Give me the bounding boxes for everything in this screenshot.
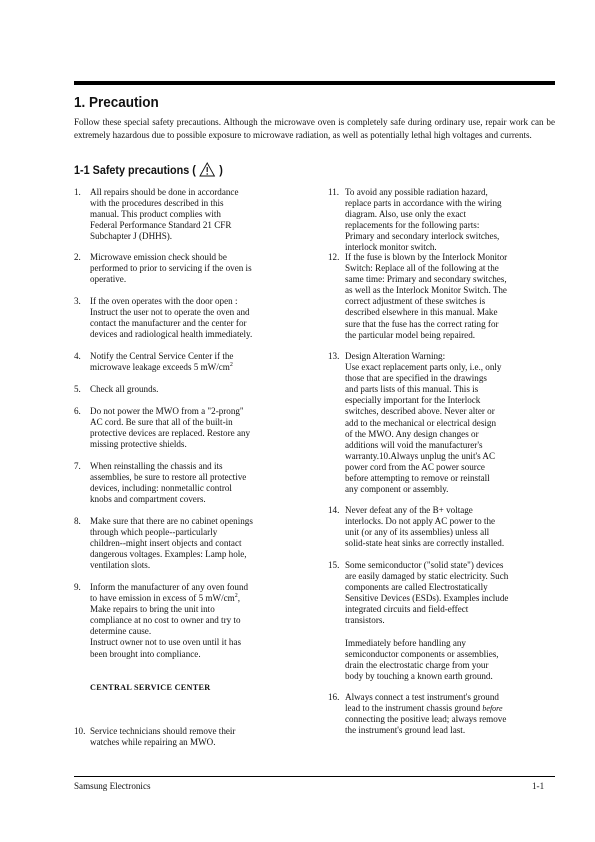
item-line: the particular model being repaired. [345,329,476,340]
item-line: drain the electrostatic charge from your [345,659,489,670]
item-line: interlocks. Do not apply AC power to the [345,516,496,527]
item-line: Subchapter J (DHHS). [90,231,173,242]
item-line: body by touching a known earth ground. [345,670,493,681]
item-line: Service technicians should remove their [90,726,236,736]
item-number: 11. [328,187,340,197]
item-line: Microwave emission check should be [90,252,227,262]
item-number: 16. [328,692,340,702]
item-line: performed to prior to servicing if the oven is [90,263,252,274]
footer-rule [74,776,555,777]
item-number: 9. [74,582,81,592]
item-line: switches, described above. Never alter or [345,406,495,417]
item-line [90,593,248,604]
item-line: Sensitive Devices (ESDs). Examples include [345,593,509,604]
footer-page-number: 1-1 [532,781,545,791]
item-number: 3. [74,296,81,306]
item-line: semiconductor components or assemblies, [345,648,499,659]
item-line: devices, including: nonmetallic control [90,483,232,494]
item-text: to have emission in excess of 5 mW/cm [90,593,235,604]
item-line: Instruct the user not to operate the oven and [90,307,250,318]
item-line: assemblies, be sure to restore all protective [90,472,247,483]
item-line: power cord from the AC power source [345,461,485,472]
item-line: If the fuse is blown by the Interlock Monitor [345,252,508,262]
item-line: AC cord. Be sure that all of the built-in [90,417,233,428]
item-line: sure that the fuse has the correct rating for [345,318,499,329]
item-line: compliance at no cost to owner and try to [90,615,241,626]
item-number: 4. [74,351,81,361]
item-line: unit (or any of its assemblies) unless all [345,527,490,538]
item-number: 2. [74,252,81,262]
item-line: components are called Electrostatically [345,582,488,593]
item-line: through which people--particularly [90,527,218,538]
item-line: of the MWO. Any design changes or [345,428,479,439]
item-number: 7. [74,461,81,471]
item-line: interlock monitor switch. [345,242,437,253]
item-line: Design Alteration Warning: [345,351,446,361]
item-line: Never defeat any of the B+ voltage [345,505,473,515]
item-line: All repairs should be done in accordance [90,187,239,197]
item-line: especially important for the Interlock [345,395,481,406]
superscript: 2 [229,362,233,369]
item-line: Federal Performance Standard 21 CFR [90,220,232,231]
item-line: Primary and secondary interlock switches, [345,231,500,242]
item-line: missing protective shields. [90,439,187,450]
item-line: integrated circuits and field-effect [345,604,469,615]
intro-paragraph: Follow these special safety precautions. Although the microwave oven is completely safe during ordinary use, repair work can be extremely hazardous due to possible exposure to microwave radiation, as well as potentially lethal high voltages and currents. [74,117,555,140]
item-line: transistors. [345,615,385,626]
footer-company: Samsung Electronics [74,781,151,791]
item-line: any component or assembly. [345,484,449,495]
item-line: replacements for the following parts: [345,220,480,231]
item-text: , [237,593,240,604]
item-line [345,703,506,714]
item-line: Always connect a test instrument's ground [345,692,499,702]
item-line: To avoid any possible radiation hazard, [345,187,488,197]
item-line: Switch: Replace all of the following at the [345,263,499,274]
item-line: children--might insert objects and contact [90,538,242,549]
item-line: devices and radiological health immediately. [90,329,253,340]
item-number: 15. [328,560,340,570]
item-line: contact the manufacturer and the center for [90,318,247,329]
item-line: ventilation slots. [90,560,151,571]
item-line: knobs and compartment covers. [90,494,206,505]
item-line: If the oven operates with the door open : [90,296,238,306]
superscript: 2 [234,593,238,600]
item-line: Immediately before handling any [345,637,466,648]
item-number: 14. [328,505,340,515]
item-line: operative. [90,274,127,285]
item-text: lead to the instrument chassis ground [345,703,483,714]
central-service-center-heading: CENTRAL SERVICE CENTER [90,683,211,692]
item-line: add to the mechanical or electrical design [345,417,496,428]
item-number: 8. [74,516,81,526]
item-line: Make repairs to bring the unit into [90,604,215,615]
item-line: been brought into compliance. [90,648,201,659]
top-rule [74,81,555,85]
section-title-suffix: ) [219,162,223,177]
item-number: 12. [328,252,340,262]
item-line: described elsewhere in this manual. Make [345,307,498,318]
item-text: microwave leakage exceeds 5 mW/cm [90,362,230,373]
italic-text: before [482,704,503,714]
item-line: When reinstalling the chassis and its [90,461,223,471]
page-title: 1. Precaution [74,94,159,111]
item-line: solid-state heat sinks are correctly installed. [345,538,505,549]
item-line: Use exact replacement parts only, i.e., only [345,362,502,373]
item-number: 6. [74,406,81,416]
item-number: 1. [74,187,81,197]
item-line: Instruct owner not to use oven until it has [90,637,242,648]
item-line: warranty.10.Always unplug the unit's AC [345,450,496,461]
section-title [74,162,223,177]
item-line: the instrument's ground lead last. [345,725,466,736]
item-line: as well as the Interlock Monitor Switch. The [345,285,507,296]
item-line [90,362,233,373]
section-title-prefix: 1-1 Safety precautions ( [74,162,196,177]
item-line: Make sure that there are no cabinet openings [90,516,253,526]
item-line: before attempting to remove or reinstall [345,473,490,484]
item-line: Do not power the MWO from a "2-prong" [90,406,244,416]
item-line: Inform the manufacturer of any oven found [90,582,249,592]
item-number: 10. [74,726,86,736]
item-line: Notify the Central Service Center if the [90,351,234,361]
item-line: connecting the positive lead; always remove [345,714,507,725]
item-line: those that are specified in the drawings [345,373,487,384]
item-line: correct adjustment of these switches is [345,296,486,307]
item-line: same time: Primary and secondary switches, [345,274,507,285]
item-number: 13. [328,351,340,361]
item-line: determine cause. [90,626,152,637]
item-line: watches while repairing an MWO. [90,737,216,748]
item-line: protective devices are replaced. Restore any [90,428,251,439]
item-line: are easily damaged by static electricity. Such [345,571,509,582]
item-number: 5. [74,384,81,394]
paragraph-gap [345,627,508,638]
item-line: dangerous voltages. Examples: Lamp hole, [90,549,247,560]
item-line: replace parts in accordance with the wiring [345,198,502,209]
item-line: Some semiconductor ("solid state") devices [345,560,504,570]
warning-triangle-icon [199,162,215,177]
item-line: additions will void the manufacturer's [345,439,483,450]
item-line: manual. This product complies with [90,209,221,220]
item-line: diagram. Also, use only the exact [345,209,466,220]
item-line: Check all grounds. [90,384,159,394]
item-line: and parts lists of this manual. This is [345,384,479,395]
item-line: with the procedures described in this [90,198,224,209]
